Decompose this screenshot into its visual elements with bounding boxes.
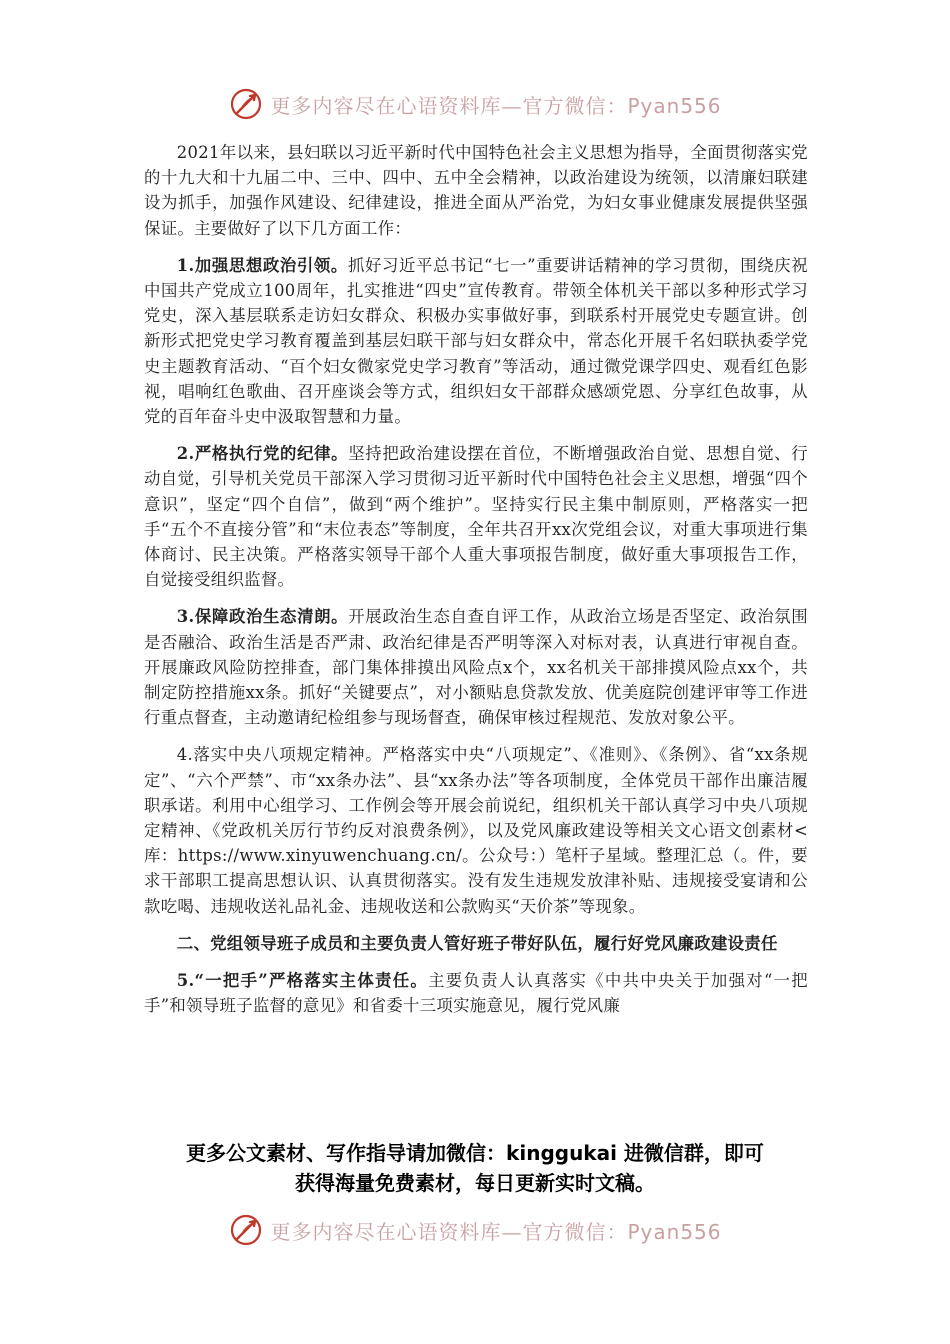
item-3-title: 3.保障政治生态清朗。 [176, 607, 349, 627]
header-banner [0, 82, 950, 126]
footer-banner [0, 1208, 950, 1252]
item-2-text: 坚持把政治建设摆在首位，不断增强政治自觉、思想自觉、行动自觉，引导机关党员干部深入学习贯彻习近平新时代中国特色社会主义思想，增强“四个意识”，坚定“四个自信”，做到“两个维护”。坚持实行民主集中制原则，严格落实一把手“五个不直接分管”和“末位表态”等制度，全年共召开xx次党组会议，对重大事项进行集体商讨、民主决策。严格落实领导干部个人重大事项报告制度，做好重大事项报告工作，自觉接受组织监督。 [144, 444, 808, 590]
item-2-title: 2.严格执行党的纪律。 [176, 444, 349, 464]
footer-banner-text [270, 1216, 721, 1245]
wechat-promo [120, 1138, 830, 1198]
footer-banner-label: 更多内容尽在心语资料库—官方微信： [270, 1219, 628, 1244]
item-2-paragraph [144, 441, 808, 592]
header-banner-inner [228, 86, 721, 122]
item-3-paragraph [144, 604, 808, 730]
item-1-paragraph [144, 253, 808, 429]
item-1-text: 抓好习近平总书记“七一”重要讲话精神的学习贯彻，围绕庆祝中国共产党成立100周年，扎实推进“四史”宣传教育。带领全体机关干部以多种形式学习党史，深入基层联系走访妇女群众、积极办实事做好事，到联系村开展党史专题宣讲。创新形式把党史学习教育覆盖到基层妇联干部与妇女群众中，常态化开展千名妇联执委学党史主题教育活动、“百个妇女微家党史学习教育”等活动，通过微党课学四史、观看红色影视，唱响红色歌曲、召开座谈会等方式，组织妇女干部群众感颂党恩、分享红色故事，从党的百年奋斗史中汲取智慧和力量。 [144, 255, 808, 427]
quill-logo-icon [228, 86, 264, 122]
wechat-promo-line-2: 获得海量免费素材，每日更新实时文稿。 [295, 1171, 655, 1195]
item-5-paragraph [144, 968, 808, 1018]
footer-banner-inner [228, 1212, 721, 1248]
footer-wechat-id: Pyan556 [627, 1219, 722, 1244]
section-2-heading: 二、党组领导班子成员和主要负责人管好班子带好队伍，履行好党风廉政建设责任 [176, 933, 778, 953]
quill-logo-icon [228, 1212, 264, 1248]
wechat-promo-line-1: 更多公文素材、写作指导请加微信：kinggukai 进微信群，即可 [186, 1141, 764, 1165]
document-body [144, 140, 808, 1031]
header-banner-text [270, 90, 721, 119]
item-4-paragraph: 4.落实中央八项规定精神。严格落实中央“八项规定”、《准则》、《条例》、省“xx条规定”、“六个严禁”、市“xx条办法”、县“xx条办法”等各项制度，全体党员干部作出廉洁履职承诺。利用中心组学习、工作例会等开展会前说纪，组织机关干部认真学习中央八项规定精神、《党政机关厉行节约反对浪费条例》，以及党风廉政建设等相关文心语文创素材<库：https://www.xinyuwenchuang.cn/。公众号：）笔杆子星域。整理汇总（。件，要求干部职工提高思想认识、认真贯彻落实。没有发生违规发放津补贴、违规接受宴请和公款吃喝、违规收送礼品礼金、违规收送和公款购买“天价茶”等现象。 [144, 745, 808, 916]
header-banner-label: 更多内容尽在心语资料库—官方微信： [270, 93, 628, 118]
item-1-title: 1.加强思想政治引领。 [176, 255, 348, 275]
item-5-title: 5.“一把手”严格落实主体责任。 [176, 971, 429, 991]
header-wechat-id: Pyan556 [627, 93, 722, 118]
item-3-text: 开展政治生态自查自评工作，从政治立场是否坚定、政治氛围是否融洽、政治生活是否严肃、政治纪律是否严明等深入对标对表，认真进行审视自查。开展廉政风险防控排查，部门集体排摸出风险点x个，xx名机关干部排摸风险点xx个，共制定防控措施xx条。抓好“关键要点”，对小额贴息贷款发放、优美庭院创建评审等工作进行重点督查，主动邀请纪检组参与现场督查，确保审核过程规范、发放对象公平。 [144, 607, 808, 728]
item-5-text: 主要负责人认真落实《中共中央关于加强对“一把手”和领导班子监督的意见》和省委十三项实施意见，履行党风廉 [144, 971, 808, 1016]
intro-paragraph: 2021年以来，县妇联以习近平新时代中国特色社会主义思想为指导，全面贯彻落实党的十九大和十九届二中、三中、四中、五中全会精神，以政治建设为统领，以清廉妇联建设为抓手，加强作风建设、纪律建设，推进全面从严治党，为妇女事业健康发展提供坚强保证。主要做好了以下几方面工作： [144, 143, 808, 238]
